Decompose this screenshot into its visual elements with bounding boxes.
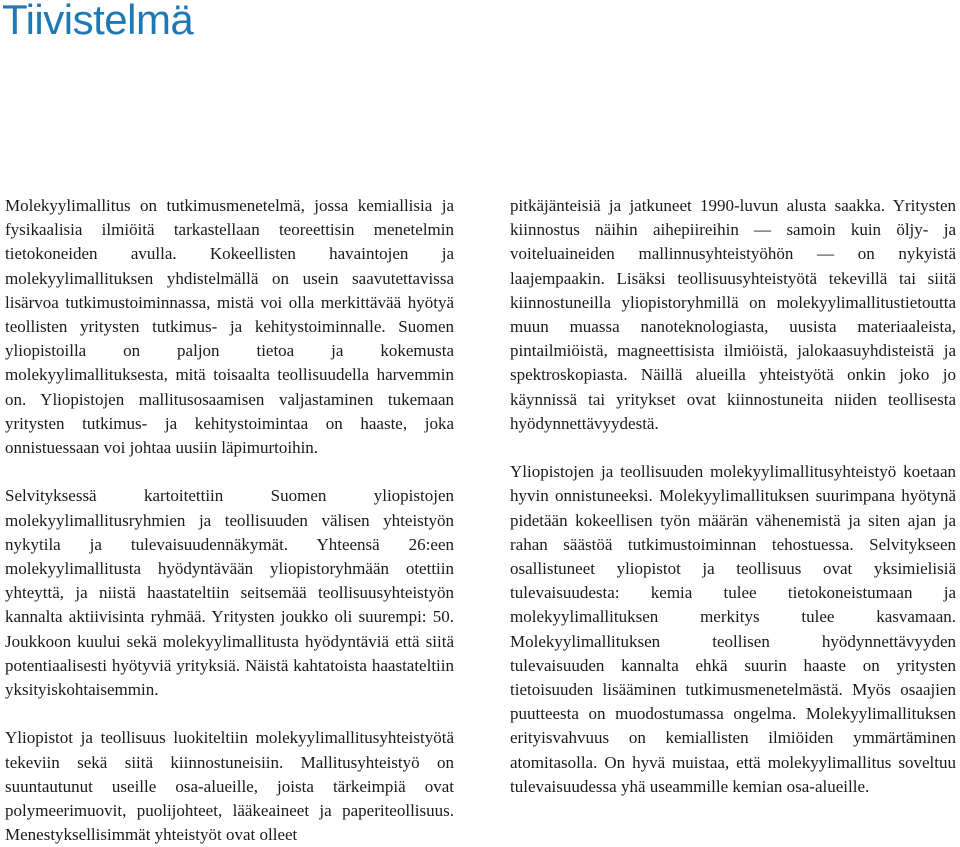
paragraph-right-1: pitkäjänteisiä ja jatkuneet 1990-luvun alusta saakka. Yritysten kiinnostus näihin aihepiireihin — samoin kuin öljy- ja voiteluaineiden mallinnusyhteistyöhön — on nykyistä laajempaakin. Lisäksi teollisuusyhteistyötä tekevillä tai siitä kiinnostuneilla yliopistoryhmillä on molekyylimallitustietoutta muun muassa nanoteknologiasta, uusista materiaaleista, pintailmiöistä, magneettisista ilmiöistä, jalokaasuyhdisteistä ja spektroskopiasta. Näillä alueilla yhteistyötä onkin joko jo käynnissä tai yritykset ovat kiinnostuneita niiden teollisesta hyödynnettävyydestä. bbox=[510, 196, 956, 433]
page-title: Tiivistelmä bbox=[2, 0, 194, 43]
paragraph-left-2: Selvityksessä kartoitettiin Suomen yliopistojen molekyylimallitusryhmien ja teollisuuden välisen yhteistyön nykytila ja tulevaisuudennäkymät. Yhteensä 26:een molekyylimallitusta hyödyntävään yliopistoryhmään otettiin yhteyttä, ja niistä haastateltiin seitsemää teollisuusyhteistyön kannalta aktiivisinta ryhmää. Yritysten joukko oli suurempi: 50. Joukkoon kuului sekä molekyylimallitusta hyödyntäviä että siitä potentiaalisesti hyötyviä yrityksiä. Näistä kahtatoista haastateltiin yksityiskohtaisemmin. bbox=[5, 486, 454, 700]
paragraph-right-2: Yliopistojen ja teollisuuden molekyylimallitusyhteistyö koetaan hyvin onnistuneeksi. Molekyylimallituksen suurimpana hyötynä pidetään kokeellisen työn määrän vähenemistä ja siten ajan ja rahan säästöä tutkimustoiminnan tehostuessa. Selvitykseen osallistuneet yliopistot ja teollisuus ovat yksimielisiä tulevaisuudesta: kemia tulee tietokoneistumaan ja molekyylimallituksen merkitys tulee kasvamaan. Molekyylimallituksen teollisen hyödynnettävyyden tulevaisuuden kannalta ehkä suurin haaste on yritysten tietoisuuden lisääminen tutkimusmenetelmästä. Myös osaajien puutteesta on muodostumassa ongelma. Molekyylimallituksen erityisvahvuus on kemiallisten ilmiöiden ymmärtäminen atomitasolla. On hyvä muistaa, että molekyylimallitus soveltuu tulevaisuudessa yhä useammille kemian osa-alueille. bbox=[510, 462, 956, 796]
paragraph-left-3: Yliopistot ja teollisuus luokiteltiin molekyylimallitusyhteistyötä tekeviin sekä siitä kiinnostuneisiin. Mallitusyhteistyö on suuntautunut useille osa-alueille, joista tärkeimpiä ovat polymeerimuovit, puolijohteet, lääkeaineet ja paperiteollisuus. Menestyksellisimmät yhteistyöt ovat olleet bbox=[5, 728, 454, 845]
right-column bbox=[510, 194, 956, 799]
left-column bbox=[5, 194, 454, 847]
paragraph-left-1: Molekyylimallitus on tutkimusmenetelmä, jossa kemiallisia ja fysikaalisia ilmiöitä tarkastellaan teoreettisin menetelmin tietokoneiden avulla. Kokeellisten havaintojen ja molekyylimallituksen yhdistelmällä on usein saavutettavissa lisärvoa tutkimustoiminnassa, mistä voi olla merkittävää hyötyä teollisten yritysten tutkimus- ja kehitystoiminnalle. Suomen yliopistoilla on paljon tietoa ja kokemusta molekyylimallituksesta, mitä toisaalta teollisuudella harvemmin on. Yliopistojen mallitusosaamisen valjastaminen tukemaan yritysten tutkimus- ja kehitystoimintaa on haaste, joka onnistuessaan voi johtaa uusiin läpimurtoihin. bbox=[5, 196, 454, 458]
